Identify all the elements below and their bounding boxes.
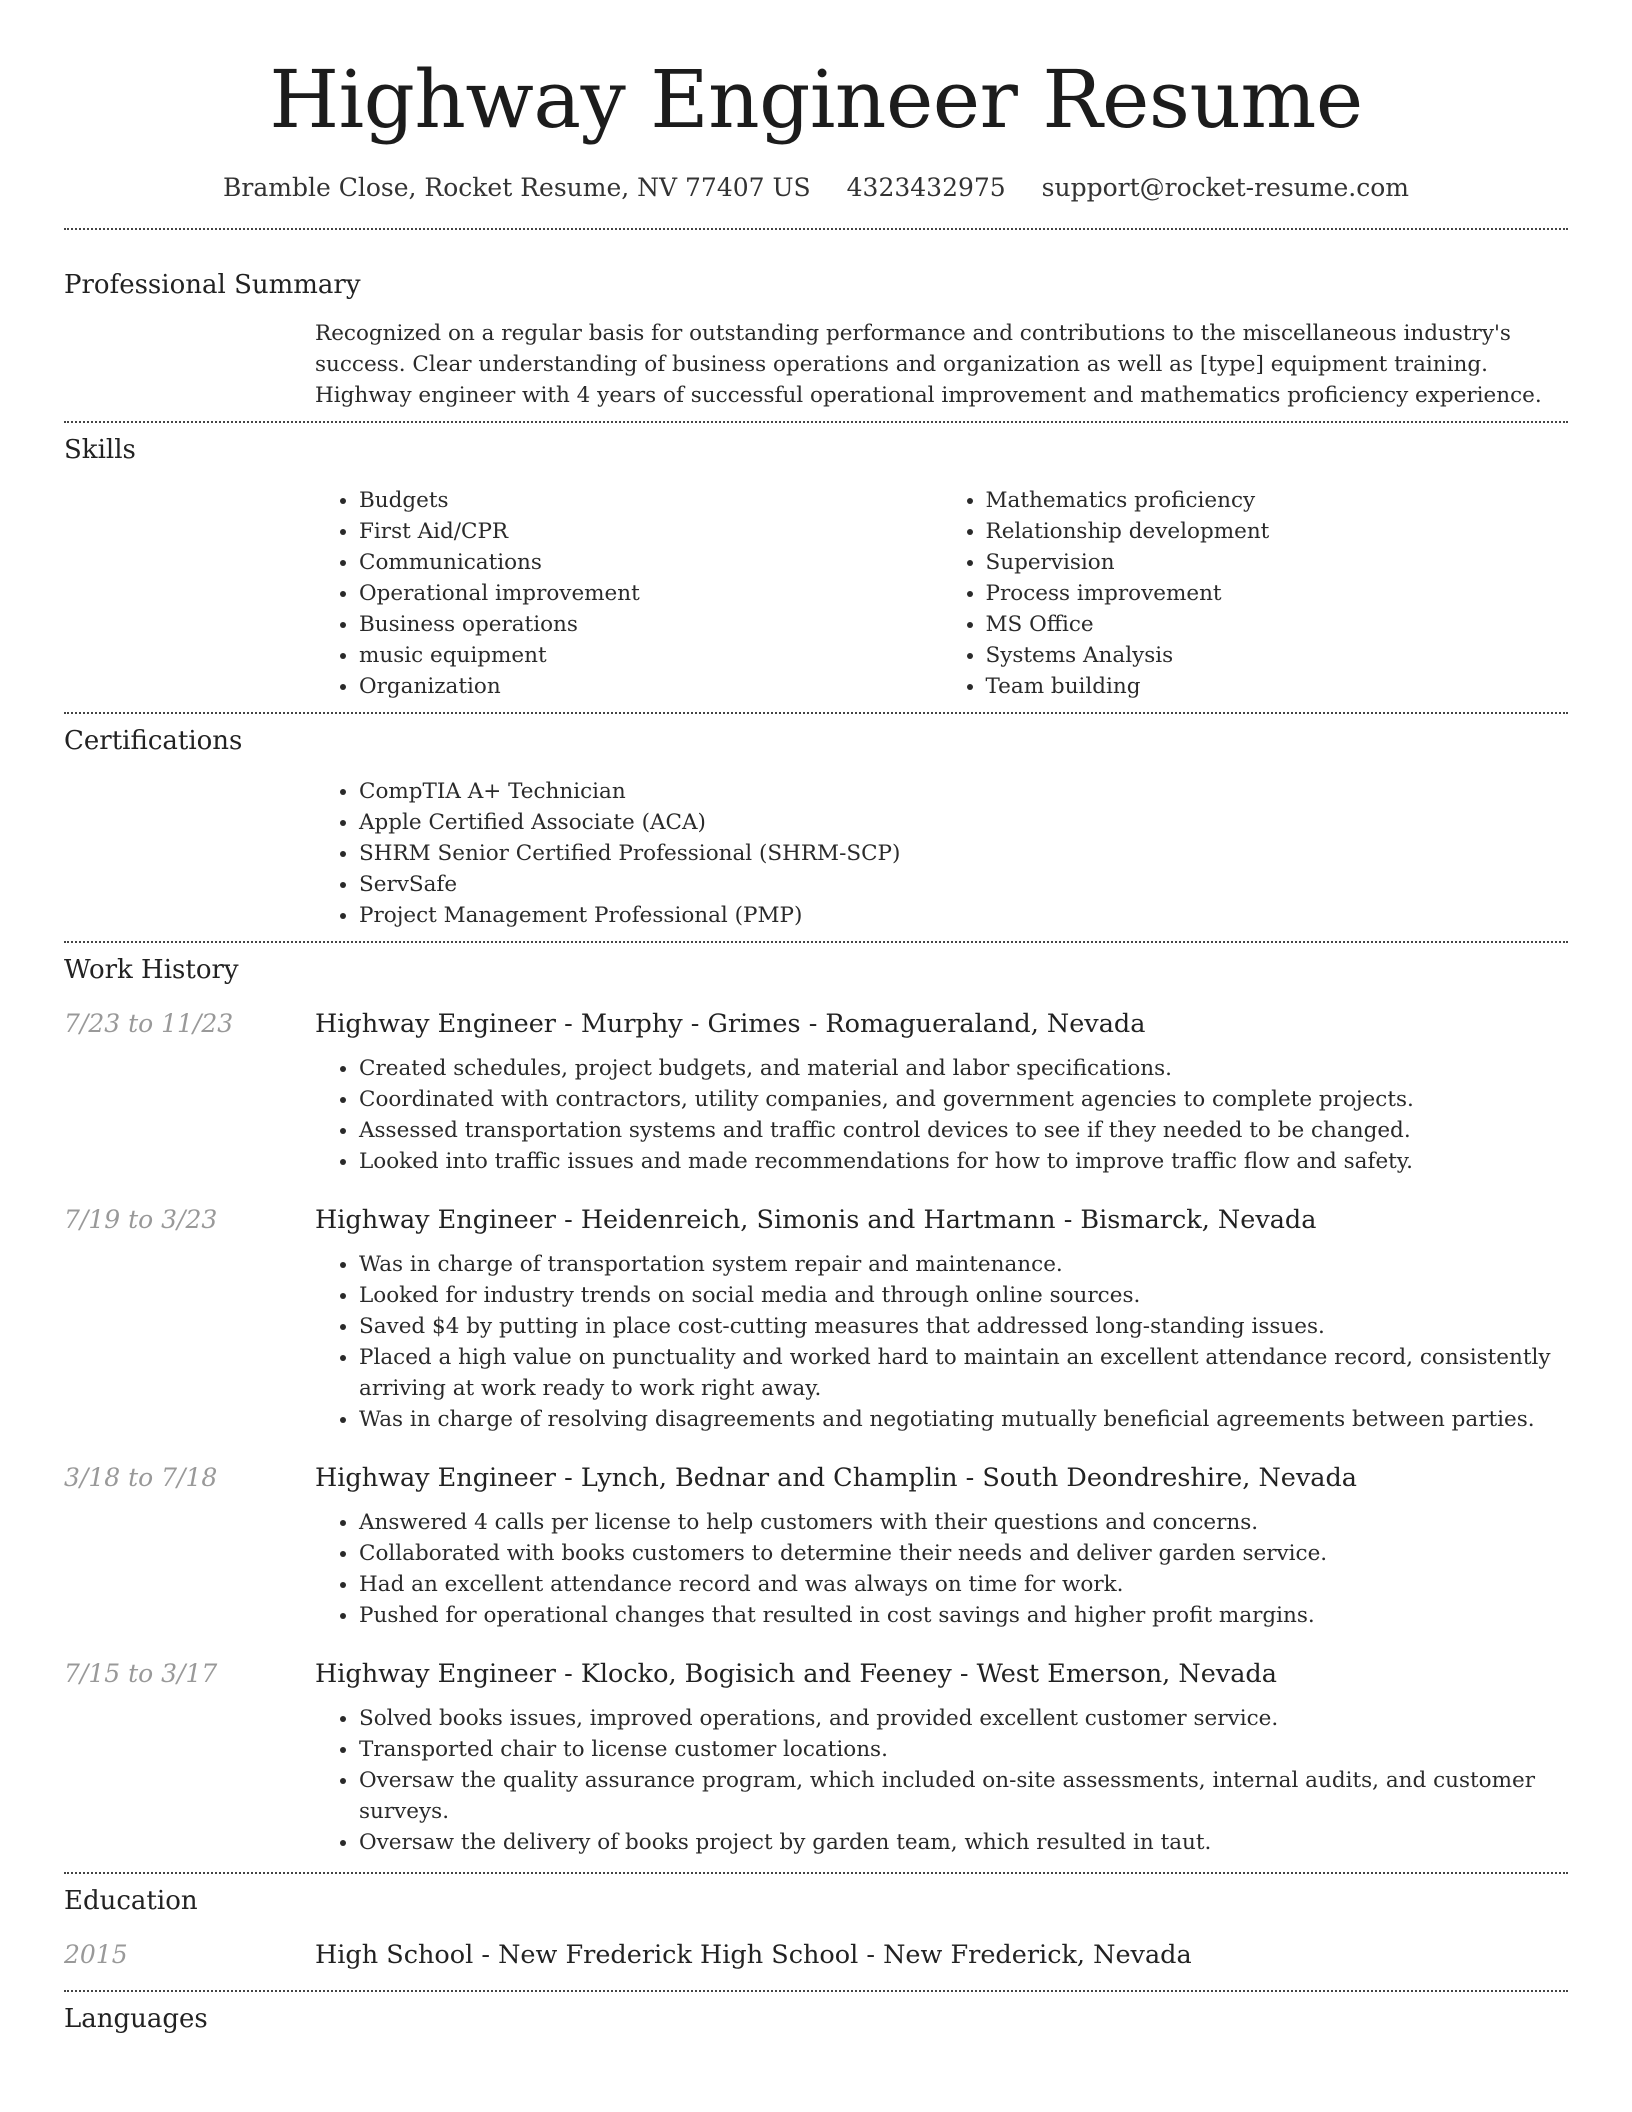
certification-item: • SHRM Senior Certified Professional (SHRM-SCP) <box>359 838 1568 869</box>
divider <box>64 1872 1568 1874</box>
certification-item: • ServSafe <box>359 869 1568 900</box>
resume-title: Highway Engineer Resume <box>269 53 1363 146</box>
skills-column-1 <box>315 485 942 702</box>
job-bullet: • Oversaw the delivery of books project by garden team, which resulted in taut. <box>359 1827 1568 1858</box>
phone: 4323432975 <box>846 173 1006 202</box>
job-dates: 7/19 to 3/23 <box>64 1205 218 1234</box>
skill-item: • Relationship development <box>986 516 1569 547</box>
section-title-certifications: Certifications <box>64 726 243 756</box>
job-bullet: • Placed a high value on punctuality and worked hard to maintain an excellent attendance record, consistently arriving at work ready to work right away. <box>359 1342 1568 1404</box>
education-school: High School - New Frederick High School - New Frederick, Nevada <box>315 1940 1192 1970</box>
job-bullet: • Coordinated with contractors, utility companies, and government agencies to complete projects. <box>359 1084 1568 1115</box>
job-entry <box>64 1659 1568 1858</box>
job-title: Highway Engineer - Murphy - Grimes - Romagueraland, Nevada <box>315 1009 1146 1039</box>
summary-text: Recognized on a regular basis for outstanding performance and contributions to the miscellaneous industry's success. Clear understanding of business operations and organization as well as [type] equipment training. Highway engineer with 4 years of successful operational improvement and mathematics proficiency experience. <box>315 321 1542 408</box>
education-year: 2015 <box>64 1940 128 1969</box>
certification-item: • Project Management Professional (PMP) <box>359 900 1568 931</box>
divider <box>64 228 1568 230</box>
job-bullet: • Answered 4 calls per license to help customers with their questions and concerns. <box>359 1507 1568 1538</box>
job-title: Highway Engineer - Klocko, Bogisich and Feeney - West Emerson, Nevada <box>315 1659 1277 1689</box>
divider <box>64 1990 1568 1992</box>
job-bullet: • Created schedules, project budgets, and material and labor specifications. <box>359 1053 1568 1084</box>
skill-item: • First Aid/CPR <box>359 516 942 547</box>
skill-item: • Process improvement <box>986 578 1569 609</box>
section-title-skills: Skills <box>64 435 136 465</box>
skill-item: • Supervision <box>986 547 1569 578</box>
section-title-summary: Professional Summary <box>64 270 361 300</box>
divider <box>64 712 1568 714</box>
section-title-languages: Languages <box>64 2004 208 2034</box>
job-bullets <box>315 1507 1568 1631</box>
skill-item: • Communications <box>359 547 942 578</box>
job-bullet: • Was in charge of resolving disagreements and negotiating mutually beneficial agreements between parties. <box>359 1404 1568 1435</box>
job-bullets <box>315 1703 1568 1858</box>
job-bullet: • Was in charge of transportation system repair and maintenance. <box>359 1249 1568 1280</box>
certification-item: • Apple Certified Associate (ACA) <box>359 807 1568 838</box>
skill-item: • Operational improvement <box>359 578 942 609</box>
divider <box>64 421 1568 423</box>
job-bullets <box>315 1249 1568 1435</box>
certification-item: • CompTIA A+ Technician <box>359 776 1568 807</box>
skill-item: • MS Office <box>986 609 1569 640</box>
education-entry <box>64 1940 1568 1970</box>
job-bullet: • Oversaw the quality assurance program, which included on-site assessments, internal audits, and customer surveys. <box>359 1765 1568 1827</box>
email: support@rocket-resume.com <box>1041 173 1409 202</box>
job-dates: 7/15 to 3/17 <box>64 1659 218 1688</box>
skill-item: • Business operations <box>359 609 942 640</box>
job-bullet: • Solved books issues, improved operations, and provided excellent customer service. <box>359 1703 1568 1734</box>
skill-item: • Systems Analysis <box>986 640 1569 671</box>
job-bullet: • Looked for industry trends on social media and through online sources. <box>359 1280 1568 1311</box>
resume-page <box>64 0 1568 2036</box>
job-bullet: • Looked into traffic issues and made recommendations for how to improve traffic flow and safety. <box>359 1146 1568 1177</box>
job-bullet: • Pushed for operational changes that resulted in cost savings and higher profit margins. <box>359 1600 1568 1631</box>
job-bullet: • Collaborated with books customers to determine their needs and deliver garden service. <box>359 1538 1568 1569</box>
job-entry <box>64 1009 1568 1177</box>
job-bullets <box>315 1053 1568 1177</box>
section-title-work-history: Work History <box>64 955 239 985</box>
section-title-education: Education <box>64 1886 198 1916</box>
skill-item: • Mathematics proficiency <box>986 485 1569 516</box>
address: Bramble Close, Rocket Resume, NV 77407 US <box>223 173 811 202</box>
skill-item: • Budgets <box>359 485 942 516</box>
job-bullet: • Assessed transportation systems and traffic control devices to see if they needed to be changed. <box>359 1115 1568 1146</box>
contact-line <box>64 172 1568 204</box>
job-bullet: • Transported chair to license customer locations. <box>359 1734 1568 1765</box>
divider <box>64 941 1568 943</box>
job-dates: 7/23 to 11/23 <box>64 1009 234 1038</box>
skill-item: • Organization <box>359 671 942 702</box>
job-title: Highway Engineer - Lynch, Bednar and Champlin - South Deondreshire, Nevada <box>315 1463 1358 1493</box>
job-bullet: • Saved $4 by putting in place cost-cutting measures that addressed long-standing issues. <box>359 1311 1568 1342</box>
skill-item: • music equipment <box>359 640 942 671</box>
job-entry <box>64 1463 1568 1631</box>
skills-list <box>315 485 1568 702</box>
certifications-list <box>315 776 1568 931</box>
skill-item: • Team building <box>986 671 1569 702</box>
job-dates: 3/18 to 7/18 <box>64 1463 218 1492</box>
skills-column-2 <box>942 485 1569 702</box>
job-entry <box>64 1205 1568 1435</box>
job-title: Highway Engineer - Heidenreich, Simonis and Hartmann - Bismarck, Nevada <box>315 1205 1317 1235</box>
job-bullet: • Had an excellent attendance record and was always on time for work. <box>359 1569 1568 1600</box>
